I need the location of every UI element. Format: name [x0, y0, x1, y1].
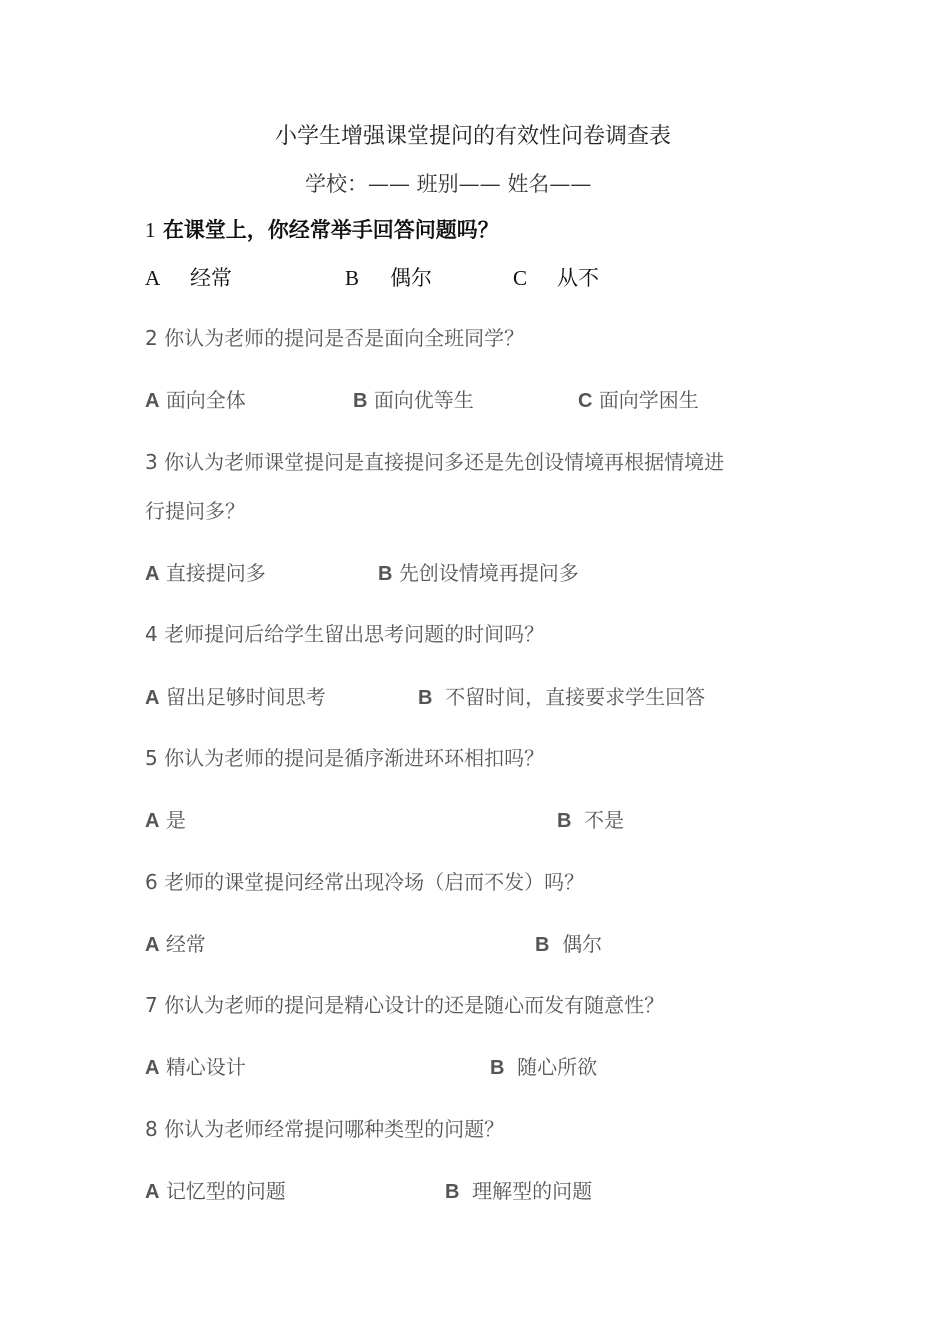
q2-option-a-letter: A — [145, 390, 160, 412]
q6-option-b — [535, 934, 602, 955]
q1-option-b-letter: B — [345, 266, 360, 290]
q1-option-c-letter: C — [513, 266, 528, 290]
question-4-text: 4 老师提问后给学生留出思考问题的时间吗？ — [145, 622, 545, 646]
question-8-text: 8 你认为老师经常提问哪种类型的问题？ — [145, 1117, 505, 1141]
question-1-text: 在课堂上，你经常举手回答问题吗？ — [162, 218, 499, 242]
question-6-text: 6 老师的课堂提问经常出现冷场（启而不发）吗？ — [145, 870, 585, 894]
q6-option-a-letter: A — [145, 934, 160, 956]
q7-option-a — [145, 1057, 246, 1078]
q2-option-b-text: 面向优等生 — [373, 388, 474, 412]
question-1 — [145, 220, 499, 241]
q3-option-b-letter: B — [378, 563, 393, 585]
question-7-text: 7 你认为老师的提问是精心设计的还是随心而发有随意性？ — [145, 993, 665, 1017]
q6-option-a — [145, 934, 206, 955]
q4-option-b-letter: B — [418, 687, 433, 709]
q7-option-b — [490, 1057, 597, 1078]
respondent-info-header: 学校：—— 班别—— 姓名—— — [305, 172, 592, 196]
q2-option-b — [353, 390, 474, 411]
q8-option-a-text: 记忆型的问题 — [165, 1179, 286, 1203]
q4-option-a-text: 留出足够时间思考 — [165, 685, 326, 709]
q2-option-c — [578, 390, 699, 411]
q3-option-b-text: 先创设情境再提问多 — [398, 561, 579, 585]
q3-option-a-letter: A — [145, 563, 160, 585]
q8-option-b-text: 理解型的问题 — [472, 1179, 593, 1203]
question-3-text-line-1: 3 你认为老师课堂提问是直接提问多还是先创设情境再根据情境进 — [145, 450, 725, 474]
q7-option-a-letter: A — [145, 1057, 160, 1079]
q1-option-c-text: 从不 — [557, 266, 599, 290]
q8-option-b-letter: B — [445, 1181, 460, 1203]
q6-option-b-letter: B — [535, 934, 550, 956]
page-title: 小学生增强课堂提问的有效性问卷调查表 — [275, 124, 672, 149]
q1-option-a-text: 经常 — [190, 266, 232, 290]
q3-option-b — [378, 563, 579, 584]
q8-option-b — [445, 1181, 592, 1202]
q1-option-a-letter: A — [145, 266, 161, 290]
q5-option-a — [145, 810, 186, 831]
q7-option-b-text: 随心所欲 — [517, 1055, 598, 1079]
q6-option-b-text: 偶尔 — [562, 932, 603, 956]
q4-option-a-letter: A — [145, 687, 160, 709]
q2-option-c-text: 面向学困生 — [598, 388, 699, 412]
q5-option-a-letter: A — [145, 810, 160, 832]
q8-option-a — [145, 1181, 286, 1202]
q2-option-a — [145, 390, 246, 411]
q1-option-b-text: 偶尔 — [390, 266, 432, 290]
q7-option-b-letter: B — [490, 1057, 505, 1079]
q4-option-a — [145, 687, 326, 708]
q4-option-b-text: 不留时间，直接要求学生回答 — [445, 685, 706, 709]
q3-option-a — [145, 563, 266, 584]
q5-option-b-text: 不是 — [584, 808, 625, 832]
question-3-text-line-2: 行提问多？ — [145, 499, 245, 523]
q4-option-b — [418, 687, 705, 708]
q5-option-b — [557, 810, 624, 831]
question-1-number: 1 — [145, 218, 156, 242]
q5-option-a-text: 是 — [165, 808, 186, 832]
q8-option-a-letter: A — [145, 1181, 160, 1203]
q2-option-c-letter: C — [578, 390, 593, 412]
question-5-text: 5 你认为老师的提问是循序渐进环环相扣吗？ — [145, 746, 545, 770]
q7-option-a-text: 精心设计 — [165, 1055, 246, 1079]
q2-option-a-text: 面向全体 — [165, 388, 246, 412]
q3-option-a-text: 直接提问多 — [165, 561, 266, 585]
question-2-text: 2 你认为老师的提问是否是面向全班同学？ — [145, 326, 525, 350]
q5-option-b-letter: B — [557, 810, 572, 832]
q2-option-b-letter: B — [353, 390, 368, 412]
q6-option-a-text: 经常 — [165, 932, 206, 956]
